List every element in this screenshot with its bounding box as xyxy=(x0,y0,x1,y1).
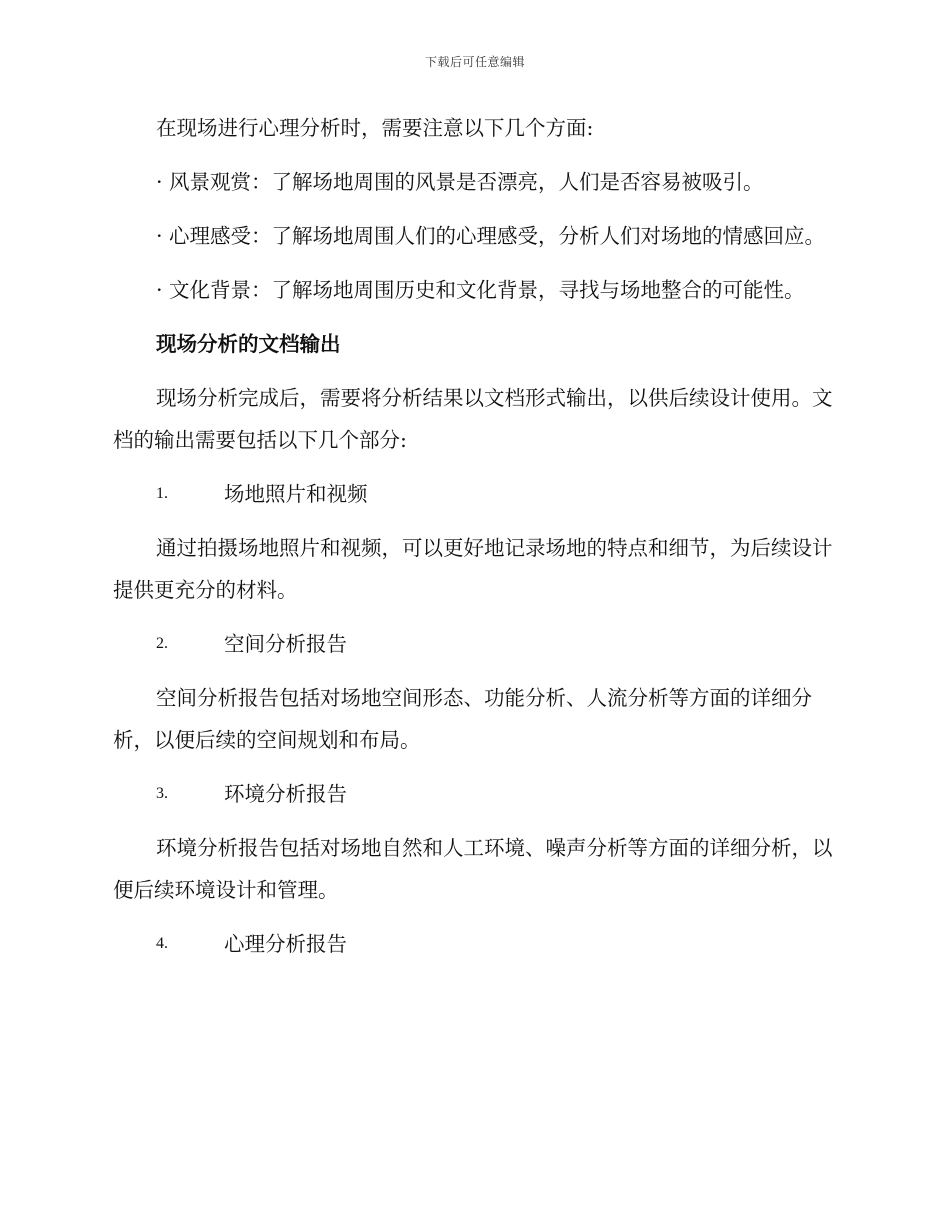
document-body xyxy=(113,107,833,977)
page-header: 下载后可任意编辑 xyxy=(424,55,525,69)
bullet-scenery: · 风景观赏：了解场地周围的风景是否漂亮，人们是否容易被吸引。 xyxy=(156,170,764,194)
list-item-title: 环境分析报告 xyxy=(224,782,347,806)
list-item-title: 空间分析报告 xyxy=(224,632,347,656)
list-item-number: 3. xyxy=(156,785,168,802)
list-item-number: 1. xyxy=(156,485,168,502)
list-item-description: 环境分析报告包括对场地自然和人工环境、噪声分析等方面的详细分析，以便后续环境设计和管理。 xyxy=(113,836,833,902)
list-item-description: 通过拍摄场地照片和视频，可以更好地记录场地的特点和细节，为后续设计提供更充分的材料。 xyxy=(113,536,833,602)
list-item-photos xyxy=(113,473,833,515)
section-heading: 现场分析的文档输出 xyxy=(156,332,341,356)
list-item-title: 场地照片和视频 xyxy=(224,482,368,506)
list-item-environment-report xyxy=(113,773,833,815)
list-item-psychology-report xyxy=(113,923,833,965)
list-item-description: 空间分析报告包括对场地空间形态、功能分析、人流分析等方面的详细分析，以便后续的空间规划和布局。 xyxy=(113,686,812,752)
intro-paragraph: 在现场进行心理分析时，需要注意以下几个方面: xyxy=(156,116,594,140)
bullet-culture: · 文化背景：了解场地周围历史和文化背景，寻找与场地整合的可能性。 xyxy=(156,278,805,302)
list-item-title: 心理分析报告 xyxy=(224,932,347,956)
bullet-psychology: · 心理感受：了解场地周围人们的心理感受，分析人们对场地的情感回应。 xyxy=(156,224,826,248)
section-intro-paragraph: 现场分析完成后，需要将分析结果以文档形式输出，以供后续设计使用。文档的输出需要包括以下几个部分: xyxy=(113,386,833,452)
list-item-space-report xyxy=(113,623,833,665)
list-item-number: 4. xyxy=(156,935,168,952)
list-item-number: 2. xyxy=(156,635,168,652)
